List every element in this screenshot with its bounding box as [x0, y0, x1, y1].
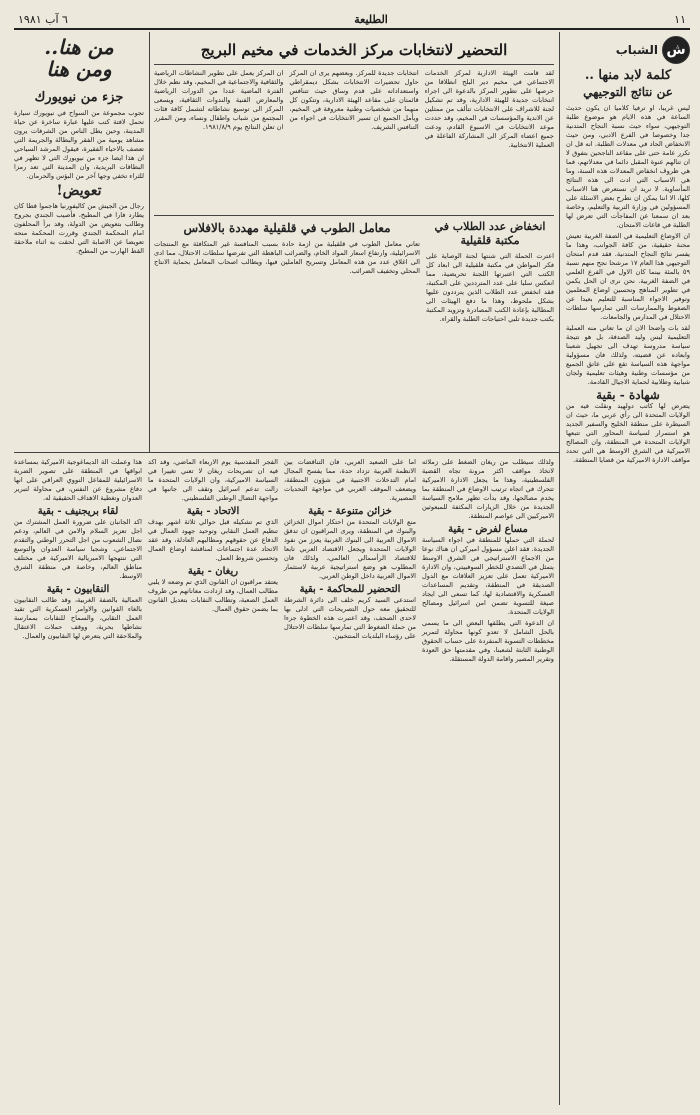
issue-date: ٦ آب ١٩٨١ [18, 12, 68, 26]
brezhnev-body: اكد الجانبان على ضرورة العمل المشترك من اجل تعزيز السلام والامن في العالم، ودعم نضال الشعوب من اجل التحرر الوطني والتقدم الاجتماعي، وشجبا سياسة العدوان والتوسع التي تنتهجها الامبريالية الاميركية في مختلف مناطق العالم، وخاصة في منطقة الشرق الاوسط. [14, 518, 142, 580]
treasuries-body: منع الولايات المتحدة من احتكار اموال الخزائن والبنوك في المنطقة، ويرى المراقبون ان تدفق الاموال العربية الى البنوك الغربية يعزز من نفوذ الولايات المتحدة ويجعل الاقتصاد العربي تابعا للاقتصاد الرأسمالي العالمي، ولذلك فان المطلوب هو وضع استراتيجية عربية لاستثمار الاموال العربية داخل الوطن العربي. [284, 518, 416, 580]
compensation-body: رجال من الجيش من كاليفورنيا هاجموا قطا كان يطارد فارا في المطبخ، فأصيب الجندي بجروح وطالب بتعويض من الدولة، وقد برأ المحلفون امام المحكمة الجندي وقررت المحكمة منحه تعويضا عن الاصابة التي لحقت به اثناء ملاحقة القط الهارب من المطبخ. [14, 202, 144, 255]
main-col-b: انتخابات جديدة للمركز. وبعضهم يرى ان المركز حاول تحضيرات الانتخابات بشكل ديمقراطي واستعداداته على قدم وساق حيث تتنافس قائمتان على مقاعد الهيئة الادارية، وتتكون كل منهما من شخصيات وطنية معروفة في المخيم، ويأمل الجميع ان تسير الانتخابات في اجواء من التنافس الشريف. [289, 69, 419, 131]
youth-body-1: ليس غريبا، او ترفيا كلاميا ان يكون حديث الساعة في هذه الايام هو موضوع طلبة التوجيهي، سواء حيث نسبة النجاح المتدنية جدا وخصوصا في الفرع الادبي، ومن حيث الانخفاض الحاد في معدلات الطلبة. انه قل ان تكرر عامة حتى على مقاعد الناجحين بتفوق لا ان تنالهم عنوة المقبل دائما في معدلاتهم، فما هي ظروف انخفاض المعدلات هذه السنة، وما هي الاسباب التي ادت الى هذه النتائج المأساوية. لا نريد ان نستعرض هنا الاسباب كلها، الا اننا يمكن ان نطرح بعض الاسئلة على المسؤولين في وزارة التربية والتعليم، وخاصة بعد ان سمعنا عن المفاجآت التي تعرض لها الطلبة في قاعات الامتحان. [566, 104, 690, 229]
youth-body-4: يتعرض لها كاتب دولهيد ونقلت فيه من الولايات المتحدة الى رأي عربي ما، حيث ان السيطرة على منطقة الخليج والسفير الجديد هو استمرار لسياسة المحاور التي تتبعها الولايات المتحدة في المنطقة، وان المصالح الاميركية في الشرق الاوسط هي التي تحدد مواقف الادارة الاميركية من قضايا المنطقة. [566, 402, 690, 464]
new-york-body: تجوب مجموعة من السواح في نيويورك سيارة تحمل لافتة كتب عليها عبارة ساخرة عن حياة المدينة، وحين يطل الناس من الشرفات يرون مشاهد يومية من الفقر والبطالة والجريمة التي تعصف بالاحياء الفقيرة، فيقول المرشد السياحي ان هذا ايضا جزء من نيويورك التي لا تظهر في البطاقات البريدية، وان المدينة التي تعد رمزا للثراء تخفي وجها آخر من البؤس والحرمان. [14, 109, 144, 180]
unionists-body: العمالية بالضفة الغربية، وقد طالب النقابيون بالغاء القوانين والاوامر العسكرية التي تقيد العمل النقابي، والسماح للنقابات بممارسة نشاطها بحرية، ووقف حملات الاعتقال والملاحقة التي يتعرض لها النقابيون والعمال. [14, 596, 142, 640]
from-here-title-2: ومن هنا [46, 57, 112, 81]
mid-text-2: ان الدعوة التي يطلقها البعض الى ما يسمى بالحل الشامل لا تعدو كونها محاولة لتمرير مخططات التسوية المنفردة على حساب الحقوق الوطنية الثابتة لشعبنا، وفي مقدمتها حق العودة وتقرير المصير واقامة الدولة المستقلة. [422, 619, 554, 663]
youth-logo: ش [662, 36, 690, 64]
testimony-subhead: شهادة - بقية [596, 388, 660, 402]
youth-body-3: لقد بات واضحا الان ان ما تعاني منه العملية التعليمية ليس وليد الصدفة، بل هو نتيجة سياسة مدروسة تهدف الى تجهيل شعبنا وابعاده عن قضيته، ولذلك فان مسؤولية مواجهة هذه السياسة تقع على عاتق الجميع من مؤسسات وطنية وهيئات تعليمية ولجان شبابية وطلابية لحماية الاجيال القادمة. [566, 324, 690, 386]
youth-label: الشباب [615, 42, 658, 57]
from-here-title-1: من هنا.. [44, 36, 114, 59]
page-header [14, 10, 690, 30]
divider [149, 32, 150, 452]
masthead: الطليعة [354, 12, 388, 26]
youth-body-2: ان الاوضاع التعليمية في الضفة الغربية تعيش محنة حقيقية، من كافة الجوانب، وهذا ما يفسر نتائج النجاح المتدنية. فقد قدم امتحان التوجيهي هذا العام ١٧ مرشحا نجح منهم نسبة ٥٩ بالمئة بينما كان الاول في الفرع العلمي في الضفة الغربية. نحن نرى ان الحل يكمن في تطوير المناهج وتحسين اوضاع المعلمين وتوفير الاجواء المناسبة للتعليم بعيدا عن الضغوط والممارسات التي تمارسها سلطات الاحتلال في المدارس والجامعات. [566, 232, 690, 321]
youth-headline-2: عن نتائج التوجيهي [583, 85, 673, 99]
library-body: اعترت الحملة التي شنتها لجنة الوصاية على فكر المواطن في مكتبة قلقيلية الى ابعاد كل الكتب التي اعتبرتها اللجنة تحريضية، مما انعكس سلبا على عدد المترددين على المكتبة، فقد انخفض عدد الطلاب الذين يترددون عليها بشكل ملحوظ، وهذا ما دفع الهيئات الى المطالبة بإعادة الكتب المصادرة وتزويد المكتبة بكتب جديدة تلبي احتياجات الطلبة والقراء. [426, 252, 554, 323]
main-headline: التحضير لانتخابات مركز الخدمات في مخيم البريج [154, 36, 554, 65]
efforts-body: لحملة التي حملها للمنطقة في اجواء السياسة الجديدة. فقد اعلن مسؤول اميركي ان هناك نوعا من الاجماع الاستراتيجي في الشرق الاوسط يتمثل في التصدي للخطر السوفييتي، وان الادارة الاميركية تعمل على تعزيز العلاقات مع الدول الصديقة في المنطقة، وتقديم المساعدات العسكرية والاقتصادية لها، كما تسعى الى ايجاد صيغة للتسوية تضمن امن اسرائيل ومصالح الولايات المتحدة. [422, 536, 554, 616]
right-column [566, 36, 690, 1105]
main-top [154, 36, 554, 450]
lower-col-1 [422, 458, 554, 1103]
reagan-subhead: ريغان - بقية [187, 566, 239, 577]
library-story [426, 220, 554, 450]
left-column [14, 36, 144, 450]
lower-col-4 [14, 458, 142, 1103]
compensation-headline: تعويض! [56, 183, 102, 199]
col-f-text: هذا وعملت الة الديماغوجية الاميركية بمساعدة ابواقها في المنطقة على تصوير الضربة الاسرائيلية للمفاعل النووي العراقي على انها دفاع مشروع عن النفس، في محاولة لتبرير العدوان وتغطية الاهداف الحقيقية له. [14, 458, 142, 502]
brick-headline: معامل الطوب في قلقيلية مهددة بالافلاس [183, 221, 391, 235]
lower-col-2 [284, 458, 416, 1103]
lower-section [14, 458, 554, 1103]
reagan-body: يعتقد مراقبون ان القانون الذي تم وضعه لا يلبي مطالب العمال، وقد ازدادت معاناتهم من ظروف العمل الصعبة، وتطالب النقابات بتعديل القانون بما يضمن حقوق العمال. [148, 578, 278, 613]
divider [14, 452, 559, 453]
lower-col-3 [148, 458, 278, 1103]
youth-headline-1: كلمة لابد منها .. [584, 68, 672, 83]
brick-story [154, 220, 420, 450]
union-body: الذي تم تشكيله قبل حوالي ثلاثة اشهر بهدف تنظيم العمل النقابي وتوحيد جهود العمال في الدفاع عن حقوقهم ومطالبهم العادلة، وقد عقد الاتحاد عدة اجتماعات لمناقشة اوضاع العمال وتحسين شروط العمل. [148, 518, 278, 562]
library-headline: انخفاض عدد الطلاب في مكتبة قلقيلية [434, 220, 546, 247]
mid-text-1: ولذلك سيطلب من ريغان الضغط على زملائه لاتخاذ مواقف اكثر مرونة تجاه القضية الفلسطينية، وهذا ما يجعل الادارة الاميركية تتحرك في اتجاه ترتيب الاوضاع في المنطقة بما يخدم مصالحها، وقد بدأت تظهر ملامح السياسة الجديدة من خلال الزيارات المكثفة للمبعوثين الاميركيين الى عواصم المنطقة. [422, 458, 554, 520]
trial-subhead: التحضير للمحاكمة - بقية [299, 584, 401, 595]
efforts-subhead: مساع لفرض - بقية [448, 524, 528, 535]
brezhnev-subhead: لقاء بريجنيف - بقية [37, 506, 119, 517]
union-subhead: الاتحاد - بقية [186, 506, 240, 517]
divider [559, 32, 560, 1105]
main-col-c: ان المركز يعمل على تطوير النشاطات الرياضية والثقافية والاجتماعية في المخيم، وقد نظم خلال الفترة الماضية عددا من الدورات الرياضية والمعارض الفنية والندوات الثقافية، ويسعى المركز الى توسيع نشاطاته لتشمل كافة فئات المجتمع من شباب واطفال ونساء، ومن المقرر ان تعلن النتائج يوم ١٩٨١/٨/٩. [154, 69, 284, 131]
treasuries-subhead: خزائن متنوعة - بقية [308, 506, 392, 517]
trial-body: استدعى السيد كريم خلف الى دائرة الشرطة للتحقيق معه حول التصريحات التي ادلى بها لاحدى الصحف، وقد اعتبرت هذه الخطوة جزءا من حملة الضغوط التي تمارسها سلطات الاحتلال على رؤساء البلديات المنتخبين. [284, 596, 416, 640]
main-col-a: لقد قامت الهيئة الادارية لمركز الخدمات الاجتماعي في مخيم دير البلح انطلاقا من حرصها على تطوير المركز بالدعوة الى اجراء انتخابات جديدة للهيئة الادارية، وقد تم تشكيل لجنة للاشراف على الانتخابات تتألف من ممثلين عن الاندية والمؤسسات في المخيم، وقد حددت موعد الانتخابات في الاسبوع القادم، ودعت جميع اعضاء المركز الى المشاركة الفاعلة في العملية الانتخابية. [424, 69, 554, 149]
newspaper-page [14, 10, 690, 1105]
col-e-text: الفجر المقدسية يوم الاربعاء الماضي، وقد اكد فيه ان تصريحات ريغان لا تعني تغييرا في السياسة الاميركية، وان الولايات المتحدة ما زالت تدعم اسرائيل وتقف الى جانبها في مواجهة النضال الوطني الفلسطيني. [148, 458, 278, 502]
new-york-headline: جزء من نيويورك [34, 90, 124, 105]
page-number: ١١ [674, 12, 686, 26]
mid-text-3: اما على الصعيد العربي، فان التناقضات بين الانظمة العربية تزداد حدة، مما يفسح المجال امام التدخلات الاجنبية في شؤون المنطقة، ويضعف الموقف العربي في مواجهة التحديات المصيرية. [284, 458, 416, 502]
unionists-subhead: النقابيون - بقية [46, 584, 110, 595]
brick-body: تعاني معامل الطوب في قلقيلية من ازمة حادة بسبب المنافسة غير المتكافئة مع المنتجات الاسرائيلية، وارتفاع اسعار المواد الخام، والضرائب الباهظة التي تفرضها سلطات الاحتلال، مما ادى الى اغلاق عدد من هذه المعامل وتسريح العاملين فيها، ويطالب اصحاب المعامل بحماية الانتاج المحلي وتخفيف الضرائب. [154, 240, 420, 275]
